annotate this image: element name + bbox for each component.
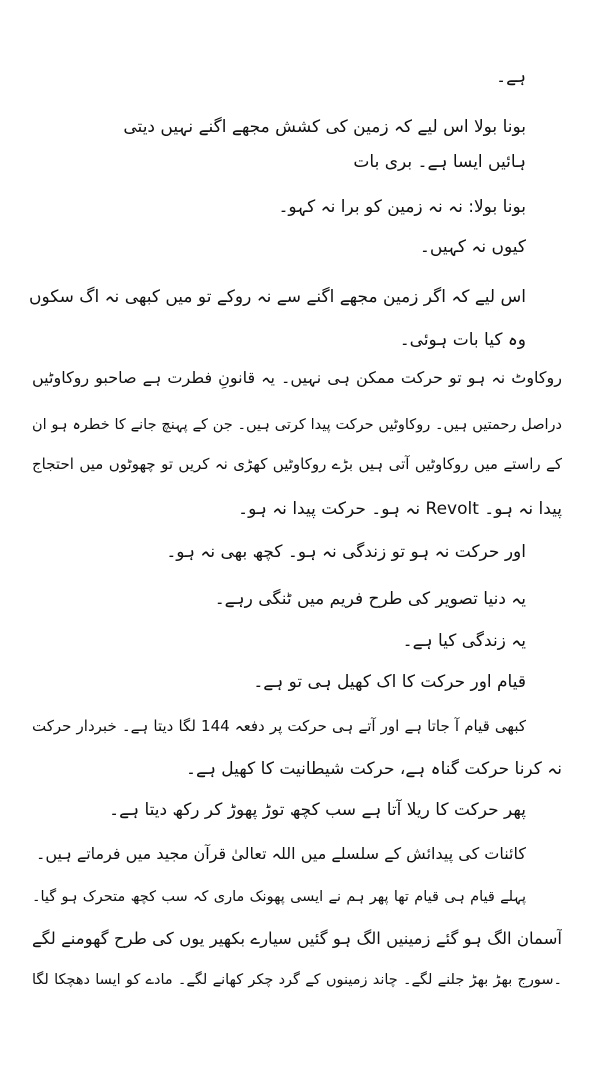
text-line: یہ زندگی کیا ہے۔ <box>402 631 526 651</box>
text-line: وہ کیا بات ہوئی۔ <box>399 330 526 350</box>
text-line: بونا بولا اس لیے کہ زمین کی کشش مجھے اگنے نہیں دیتی <box>123 117 526 137</box>
text-line: اس لیے کہ اگر زمین مجھے اگنے سے نہ روکے تو میں کبھی نہ اگ سکوں <box>28 287 526 307</box>
text-line: پہلے قیام ہی قیام تھا پھر ہم نے ایسی پھونک ماری کہ سب کچھ متحرک ہو گیا۔ <box>32 889 526 905</box>
text-line: دراصل رحمتیں ہیں۔ روکاوٹیں حرکت پیدا کرتی ہیں۔ جن کے پہنچ جانے کا خطرہ ہو ان <box>32 417 562 433</box>
text-line: پیدا نہ ہو۔ Revolt نہ ہو۔ حرکت پیدا نہ ہو۔ <box>238 499 562 519</box>
text-line: آسمان الگ ہو گئے زمینیں الگ ہو گئیں سیارے بکھیر یوں کی طرح گھومنے لگے <box>32 929 562 948</box>
text-line: کے راستے میں روکاوٹیں آتی ہیں بڑے روکاوٹیں کھڑی نہ کریں تو چھوٹوں میں احتجاج <box>32 455 562 473</box>
text-line: ۔سورج بھڑ بھڑ جلنے لگے۔ چاند زمینوں کے گرد چکر کھانے لگے۔ مادے کو ایسا دھچکا لگا <box>32 972 562 988</box>
text-line: کبھی قیام آ جاتا ہے اور آتے ہی حرکت پر دفعہ 144 لگا دیتا ہے۔ خبردار حرکت <box>32 717 526 735</box>
text-line: نہ کرنا حرکت گناہ ہے، حرکت شیطانیت کا کھیل ہے۔ <box>186 759 562 779</box>
text-line: قیام اور حرکت کا اک کھیل ہی تو ہے۔ <box>253 672 526 692</box>
text-line: کیوں نہ کہیں۔ <box>419 237 526 257</box>
text-line: روکاوٹ نہ ہو تو حرکت ممکن ہی نہیں۔ یہ قانونِ فطرت ہے صاحبو روکاوٹیں <box>32 368 562 387</box>
text-line: یہ دنیا تصویر کی طرح فریم میں ٹنگی رہے۔ <box>214 589 526 609</box>
text-line: بونا بولا: نہ نہ زمین کو برا نہ کہو۔ <box>278 197 526 217</box>
text-line: اور حرکت نہ ہو تو زندگی نہ ہو۔ کچھ بھی نہ ہو۔ <box>166 542 526 562</box>
text-line: پھر حرکت کا ریلا آتا ہے سب کچھ توڑ پھوڑ کر رکھ دیتا ہے۔ <box>109 800 526 820</box>
text-line: کائنات کی پیدائش کے سلسلے میں اللہ تعالیٰ قرآن مجید میں فرماتے ہیں۔ <box>35 844 526 863</box>
text-line: ہے۔ <box>496 67 526 87</box>
text-line: ہائیں ایسا ہے۔ بری بات <box>353 152 526 172</box>
